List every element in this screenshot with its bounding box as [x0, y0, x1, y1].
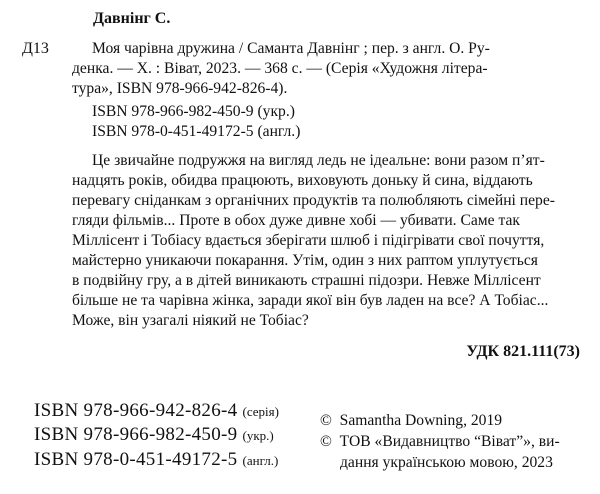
copyright-publisher — [320, 433, 560, 451]
isbn-number: ISBN 978-0-451-49172-5 — [34, 449, 238, 470]
annotation-line: в подвійну гру, а в дітей виникають страшні підозри. Невже Міллісент — [72, 272, 541, 289]
copyright-icon: © — [320, 412, 332, 429]
annotation-line: надцять років, обидва працюють, виховують доньку й сина, віддають — [72, 172, 533, 189]
isbn-note: (серія) — [242, 404, 279, 419]
author-heading: Давнінг С. — [93, 10, 171, 27]
isbn-eng: ISBN 978-0-451-49172-5 (англ.) — [92, 123, 301, 140]
footer-isbn-eng — [34, 449, 278, 471]
copyright-text: ТОВ «Видавництво “Віват”», ви- — [339, 433, 560, 450]
footer-isbn-series — [34, 400, 279, 422]
shelf-code: Д13 — [22, 40, 49, 57]
udc-code: УДК 821.111(73) — [466, 343, 580, 360]
annotation-line: Міллісент і Тобіасу вдається зберігати шлюб і підігрівати свої почуття, — [72, 232, 545, 249]
biblio-line-2: денка. — Х. : Віват, 2023. — 368 с. — (Серія «Художня літера- — [72, 60, 488, 77]
biblio-line-1: Моя чарівна дружина / Саманта Давнінг ; пер. з англ. О. Ру- — [92, 40, 490, 57]
annotation-line: Може, він узагалі ніякий не Тобіас? — [72, 312, 309, 329]
annotation-line: перевагу сніданкам з органічних продуктів та полюбляють сімейні пере- — [72, 192, 555, 209]
annotation-line: більше не та чарівна жінка, заради якої він був ладен на все? А Тобіас... — [72, 292, 549, 309]
isbn-number: ISBN 978-966-942-826-4 — [34, 400, 238, 421]
isbn-note: (укр.) — [242, 428, 274, 443]
annotation-line: гляди фільмів... Проте в обох дуже дивне хобі — убивати. Саме так — [72, 212, 520, 229]
isbn-note: (англ.) — [242, 453, 279, 468]
isbn-ukr: ISBN 978-966-982-450-9 (укр.) — [92, 103, 295, 120]
copyright-author — [320, 412, 502, 430]
isbn-number: ISBN 978-966-982-450-9 — [34, 424, 238, 445]
copyright-icon: © — [320, 433, 332, 450]
annotation-line: майстерно уникаючи покарання. Утім, один з них раптом уплутується — [72, 252, 538, 269]
footer-isbn-ukr — [34, 424, 274, 446]
biblio-line-3: тура», ISBN 978-966-942-826-4). — [72, 80, 288, 97]
annotation-line: Це звичайне подружжя на вигляд ледь не ідеальне: вони разом п’ят- — [92, 152, 545, 169]
copyright-publisher-cont: дання українською мовою, 2023 — [340, 454, 553, 471]
copyright-text: Samantha Downing, 2019 — [339, 412, 503, 429]
